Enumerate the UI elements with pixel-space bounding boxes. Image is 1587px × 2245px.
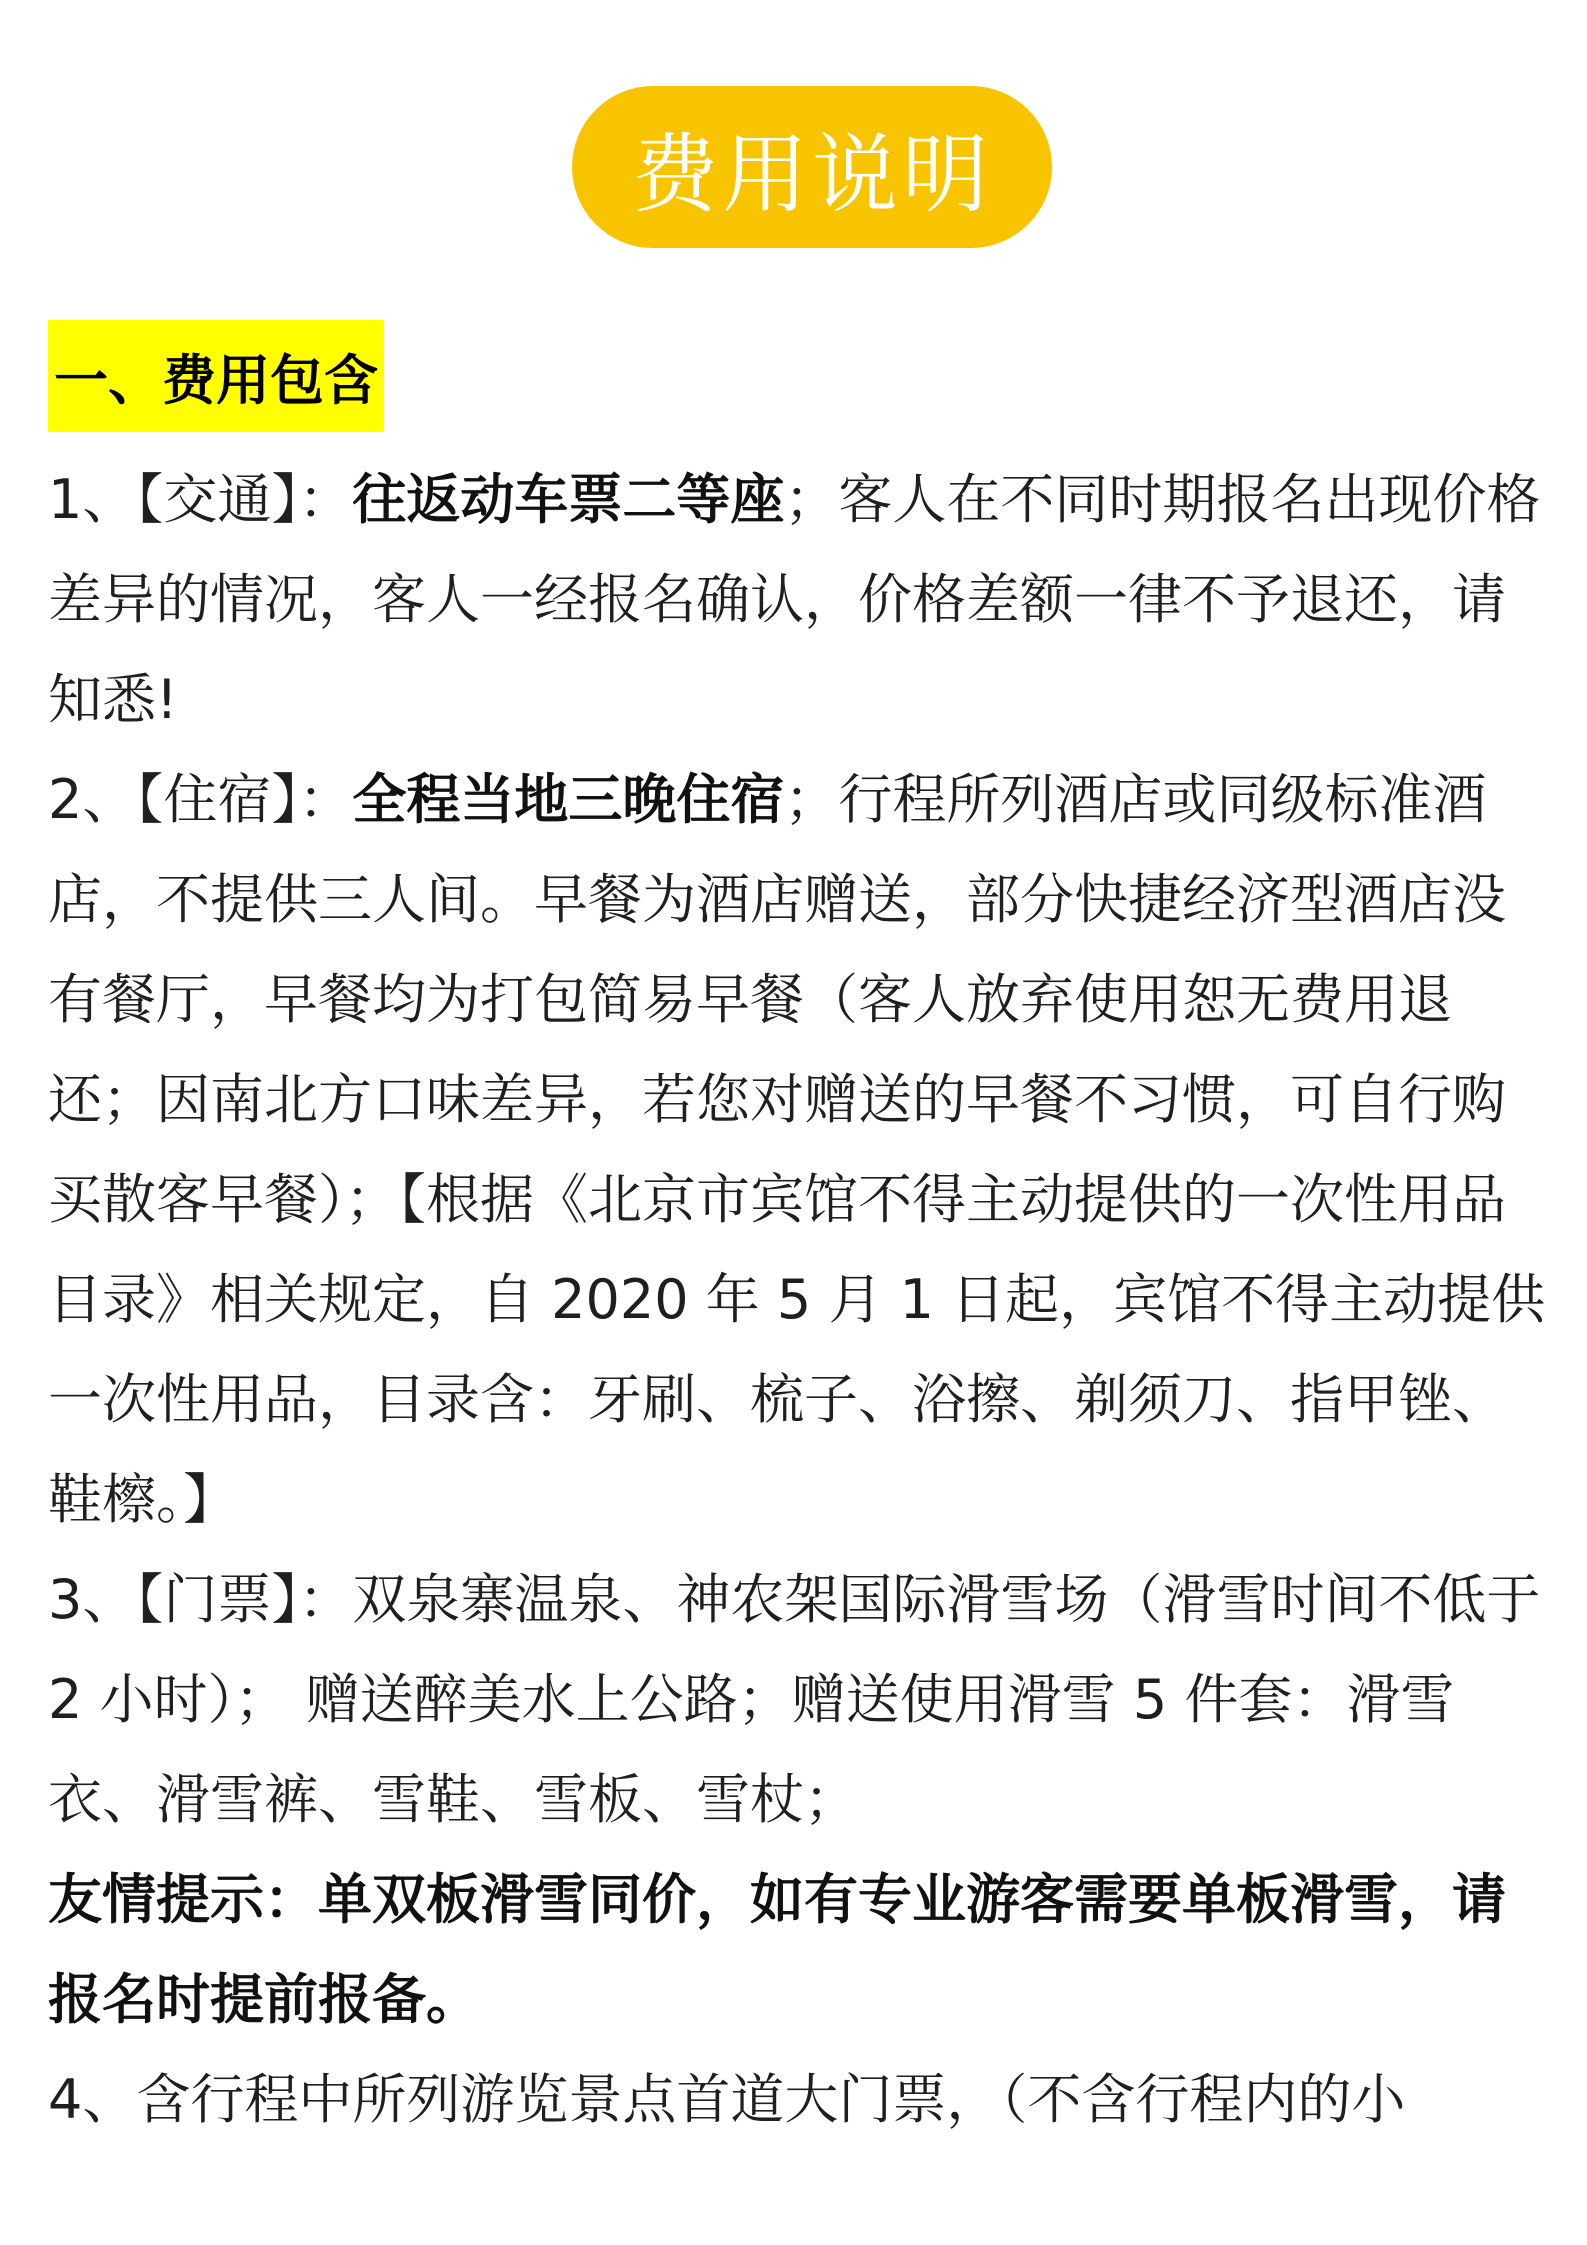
item-highlight: 往返动车票二等座 xyxy=(352,468,785,531)
item-text: 双泉寨温泉、神农架国际滑雪场（滑雪时间不低于 2 小时）； 赠送醉美水上公路；赠送使用滑雪 5 件套：滑雪衣、滑雪裤、雪鞋、雪板、雪杖； xyxy=(48,1568,1541,1831)
item-prefix: 1、【交通】： xyxy=(48,468,353,531)
item-text: ；客人在不同时期报名出现价格差异的情况，客人一经报名确认，价格差额一律不予退还，请知悉! xyxy=(48,468,1541,731)
fee-content xyxy=(48,450,1548,2150)
item-prefix: 2、【住宿】： xyxy=(48,768,353,831)
item-lodging xyxy=(48,750,1548,1550)
page-title: 费用说明 xyxy=(632,125,992,225)
item-attractions: 4、含行程中所列游览景点首道大门票，（不含行程内的小 xyxy=(48,2068,1406,2131)
section-heading-highlight xyxy=(48,320,384,432)
friendly-tip: 友情提示：单双板滑雪同价，如有专业游客需要单板滑雪，请报名时提前报备。 xyxy=(48,1868,1506,2031)
item-tickets xyxy=(48,1550,1548,1850)
item-text: ；行程所列酒店或同级标准酒店，不提供三人间。早餐为酒店赠送，部分快捷经济型酒店没有餐厅，早餐均为打包简易早餐（客人放弃使用恕无费用退还；因南北方口味差异，若您对赠送的早餐不习惯，可自行购买散客早餐）；【根据《北京市宾馆不得主动提供的一次性用品目录》相关规定，自 2020 年 5 月 1 日起，宾馆不得主动提供一次性用品，目录含：牙刷、梳子、浴擦、剃须刀、指甲锉、鞋檫。】 xyxy=(48,768,1546,1531)
section-heading: 一、费用包含 xyxy=(54,348,378,412)
item-highlight: 全程当地三晚住宿 xyxy=(352,768,785,831)
item-transport xyxy=(48,450,1548,750)
item-prefix: 3、【门票】： xyxy=(48,1568,353,1631)
page-title-badge xyxy=(572,86,1052,248)
